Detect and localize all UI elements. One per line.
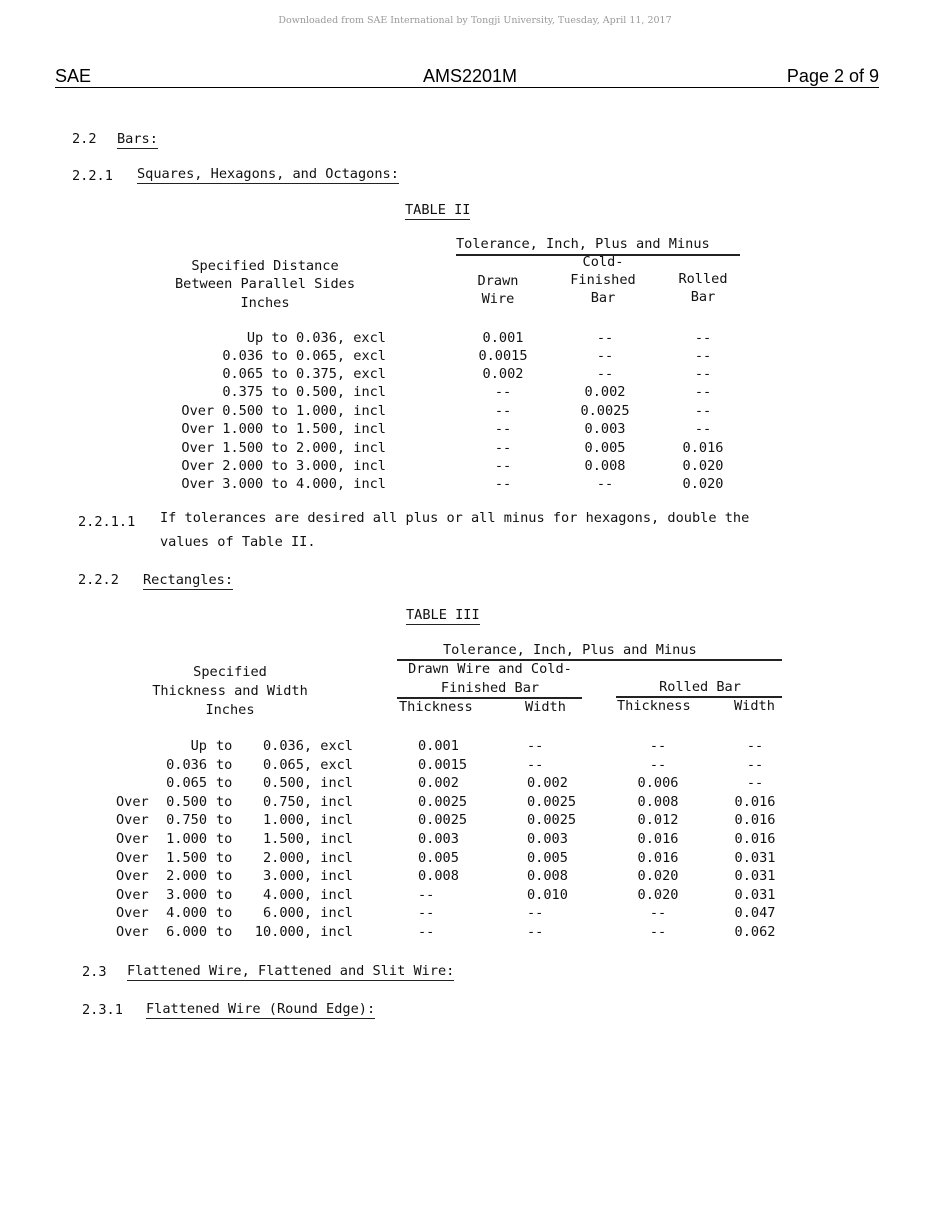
row-range: 0.036 to 0.065, excl — [222, 348, 386, 364]
row-over-prefix: Over — [116, 924, 149, 940]
cell-rolled: 0.020 — [682, 458, 724, 474]
cell-drawn-width: -- — [527, 905, 544, 921]
cell-cold-finished: 0.0025 — [580, 403, 630, 419]
row-range: Over 2.000 to 3.000, incl — [181, 458, 386, 474]
cell-rolled-thickness: -- — [649, 738, 667, 754]
cell-rolled: -- — [694, 403, 712, 419]
cell-cold-finished: 0.003 — [584, 421, 626, 437]
spec-header-line: Specified Distance — [191, 258, 339, 274]
row-range-from: 2.000 — [166, 868, 207, 884]
col-header-rolled: Bar — [690, 289, 716, 305]
row-range-from: 0.036 — [166, 757, 207, 773]
row-range-from: 6.000 — [166, 924, 207, 940]
row-over-prefix: Over — [116, 831, 149, 847]
section-number: 2.3 — [82, 964, 107, 980]
cell-drawn-thickness: 0.0025 — [418, 794, 468, 810]
row-range: 0.375 to 0.500, incl — [222, 384, 386, 400]
row-range: Over 1.000 to 1.500, incl — [181, 421, 386, 437]
row-range: Up to 0.036, excl — [246, 330, 386, 346]
cell-cold-finished: 0.002 — [584, 384, 626, 400]
cell-drawn-thickness: -- — [418, 905, 435, 921]
section-number: 2.2 — [72, 131, 97, 147]
cell-drawn-thickness: -- — [418, 887, 435, 903]
cell-rolled-width: 0.016 — [734, 812, 776, 828]
row-over-prefix: Over — [116, 887, 149, 903]
cell-drawn-wire: 0.002 — [482, 366, 524, 382]
cell-drawn-wire: 0.001 — [482, 330, 524, 346]
cell-cold-finished: -- — [596, 476, 614, 492]
subheader-rolled: Rolled Bar — [659, 679, 741, 695]
cell-rolled: 0.020 — [682, 476, 724, 492]
spec-header-line: Specified — [193, 664, 267, 680]
cell-rolled: -- — [694, 348, 712, 364]
col-header-width: Width — [734, 698, 775, 714]
cell-rolled-thickness: -- — [649, 905, 667, 921]
cell-drawn-thickness: 0.0025 — [418, 812, 468, 828]
section-number: 2.2.2 — [78, 572, 119, 588]
cell-rolled-thickness: -- — [649, 924, 667, 940]
row-over-prefix: Over — [116, 812, 149, 828]
cell-rolled-width: -- — [746, 738, 764, 754]
col-header-drawn: Wire — [481, 291, 515, 307]
cell-cold-finished: -- — [596, 330, 614, 346]
row-range-from: 0.500 — [166, 794, 207, 810]
cell-rolled-width: 0.047 — [734, 905, 776, 921]
row-range: Over 0.500 to 1.000, incl — [181, 403, 386, 419]
row-range-from: 1.500 — [166, 850, 207, 866]
cell-rolled-thickness: 0.006 — [637, 775, 679, 791]
cell-rolled-width: 0.016 — [734, 794, 776, 810]
row-range-to: to — [216, 905, 233, 921]
cell-rolled-width: 0.031 — [734, 887, 776, 903]
col-header-cold: Finished — [570, 272, 636, 288]
cell-drawn-width: -- — [527, 757, 544, 773]
cell-rolled-thickness: 0.008 — [637, 794, 679, 810]
paragraph-line: values of Table II. — [160, 534, 316, 550]
header-page-number: Page 2 of 9 — [786, 66, 879, 86]
cell-rolled-thickness: 0.016 — [637, 850, 679, 866]
row-range-limit: 2.000, incl — [262, 850, 353, 866]
cell-rolled-width: 0.062 — [734, 924, 776, 940]
table-title: TABLE III — [406, 607, 480, 623]
header-rule — [55, 87, 879, 88]
row-range-to: to — [216, 812, 233, 828]
cell-drawn-thickness: 0.003 — [418, 831, 459, 847]
cell-cold-finished: -- — [596, 366, 614, 382]
row-range-limit: 4.000, incl — [262, 887, 353, 903]
row-range-from: 3.000 — [166, 887, 207, 903]
col-header-thickness: Thickness — [617, 698, 691, 714]
cell-drawn-width: 0.003 — [527, 831, 568, 847]
cell-rolled: -- — [694, 421, 712, 437]
cell-rolled-width: 0.031 — [734, 868, 776, 884]
cell-cold-finished: 0.005 — [584, 440, 626, 456]
table-group-header: Tolerance, Inch, Plus and Minus — [456, 236, 710, 252]
cell-rolled-thickness: 0.012 — [637, 812, 679, 828]
row-range-limit: 0.500, incl — [262, 775, 353, 791]
cell-drawn-width: 0.002 — [527, 775, 568, 791]
cell-drawn-width: 0.010 — [527, 887, 568, 903]
cell-drawn-thickness: 0.0015 — [418, 757, 468, 773]
table-group-header: Tolerance, Inch, Plus and Minus — [443, 642, 697, 658]
cell-drawn-wire: -- — [494, 476, 512, 492]
col-header-cold: Cold- — [582, 254, 624, 270]
cell-rolled-thickness: 0.016 — [637, 831, 679, 847]
row-over-prefix: Over — [116, 850, 149, 866]
section-number: 2.2.1.1 — [78, 514, 136, 530]
row-range-from: Up — [190, 738, 207, 754]
row-range-from: 4.000 — [166, 905, 207, 921]
cell-rolled-width: -- — [746, 775, 764, 791]
section-title: Rectangles: — [143, 572, 234, 588]
cell-drawn-thickness: 0.005 — [418, 850, 459, 866]
row-range-from: 0.065 — [166, 775, 207, 791]
paragraph-line: If tolerances are desired all plus or all minus for hexagons, double the — [160, 510, 750, 526]
table-title: TABLE II — [405, 202, 471, 218]
spec-header-line: Between Parallel Sides — [174, 276, 356, 292]
col-header-width: Width — [525, 699, 566, 715]
col-header-cold: Bar — [590, 290, 616, 306]
cell-rolled-thickness: -- — [649, 757, 667, 773]
row-range-limit: 10.000, incl — [254, 924, 353, 940]
cell-rolled: -- — [694, 384, 712, 400]
row-range-to: to — [216, 794, 233, 810]
section-title: Flattened Wire, Flattened and Slit Wire: — [127, 963, 455, 979]
spec-header-line: Inches — [240, 295, 290, 311]
row-range-to: to — [216, 738, 233, 754]
row-range-limit: 3.000, incl — [262, 868, 353, 884]
cell-drawn-wire: -- — [494, 440, 512, 456]
cell-drawn-width: -- — [527, 738, 544, 754]
cell-rolled-width: -- — [746, 757, 764, 773]
row-over-prefix: Over — [116, 905, 149, 921]
section-title: Flattened Wire (Round Edge): — [146, 1001, 376, 1017]
row-range-limit: 0.750, incl — [262, 794, 353, 810]
cell-drawn-width: -- — [527, 924, 544, 940]
cell-rolled-thickness: 0.020 — [637, 868, 679, 884]
row-over-prefix: Over — [116, 794, 149, 810]
row-range-to: to — [216, 868, 233, 884]
cell-drawn-width: 0.008 — [527, 868, 568, 884]
row-range-limit: 1.000, incl — [262, 812, 353, 828]
row-range-to: to — [216, 887, 233, 903]
row-range-limit: 0.065, excl — [262, 757, 353, 773]
cell-drawn-thickness: -- — [418, 924, 435, 940]
cell-drawn-wire: -- — [494, 458, 512, 474]
cell-drawn-width: 0.005 — [527, 850, 568, 866]
spec-header-line: Thickness and Width — [152, 683, 308, 699]
section-number: 2.3.1 — [82, 1002, 123, 1018]
row-range-to: to — [216, 831, 233, 847]
cell-cold-finished: -- — [596, 348, 614, 364]
section-title: Bars: — [117, 131, 158, 147]
cell-drawn-width: 0.0025 — [527, 794, 577, 810]
section-number: 2.2.1 — [72, 168, 113, 184]
row-range: Over 1.500 to 2.000, incl — [181, 440, 386, 456]
row-range-limit: 6.000, incl — [262, 905, 353, 921]
section-title: Squares, Hexagons, and Octagons: — [137, 166, 399, 182]
subheader-drawn: Finished Bar — [440, 680, 540, 696]
cell-drawn-wire: -- — [494, 403, 512, 419]
cell-drawn-thickness: 0.001 — [418, 738, 459, 754]
row-range-limit: 1.500, incl — [262, 831, 353, 847]
row-range-from: 1.000 — [166, 831, 207, 847]
col-header-rolled: Rolled — [678, 271, 728, 287]
row-range-to: to — [216, 850, 233, 866]
header-left: SAE — [55, 66, 92, 86]
row-range-from: 0.750 — [166, 812, 207, 828]
cell-drawn-wire: 0.0015 — [478, 348, 528, 364]
cell-drawn-wire: -- — [494, 421, 512, 437]
cell-drawn-thickness: 0.002 — [418, 775, 459, 791]
row-range-to: to — [216, 775, 233, 791]
row-range: Over 3.000 to 4.000, incl — [181, 476, 386, 492]
cell-rolled: -- — [694, 366, 712, 382]
cell-rolled: -- — [694, 330, 712, 346]
col-header-drawn: Drawn — [477, 273, 519, 289]
subheader-drawn: Drawn Wire and Cold- — [408, 661, 572, 677]
cell-cold-finished: 0.008 — [584, 458, 626, 474]
cell-rolled-width: 0.016 — [734, 831, 776, 847]
cell-rolled: 0.016 — [682, 440, 724, 456]
cell-rolled-width: 0.031 — [734, 850, 776, 866]
cell-drawn-thickness: 0.008 — [418, 868, 459, 884]
header-doc-number: AMS2201M — [422, 66, 518, 86]
col-header-thickness: Thickness — [399, 699, 473, 715]
row-range-limit: 0.036, excl — [262, 738, 353, 754]
cell-rolled-thickness: 0.020 — [637, 887, 679, 903]
spec-header-line: Inches — [205, 702, 255, 718]
cell-drawn-wire: -- — [494, 384, 512, 400]
row-range-to: to — [216, 757, 233, 773]
row-range: 0.065 to 0.375, excl — [222, 366, 386, 382]
row-range-to: to — [216, 924, 233, 940]
download-watermark: Downloaded from SAE International by Tongji University, Tuesday, April 11, 2017 — [278, 15, 672, 26]
cell-drawn-width: 0.0025 — [527, 812, 577, 828]
row-over-prefix: Over — [116, 868, 149, 884]
